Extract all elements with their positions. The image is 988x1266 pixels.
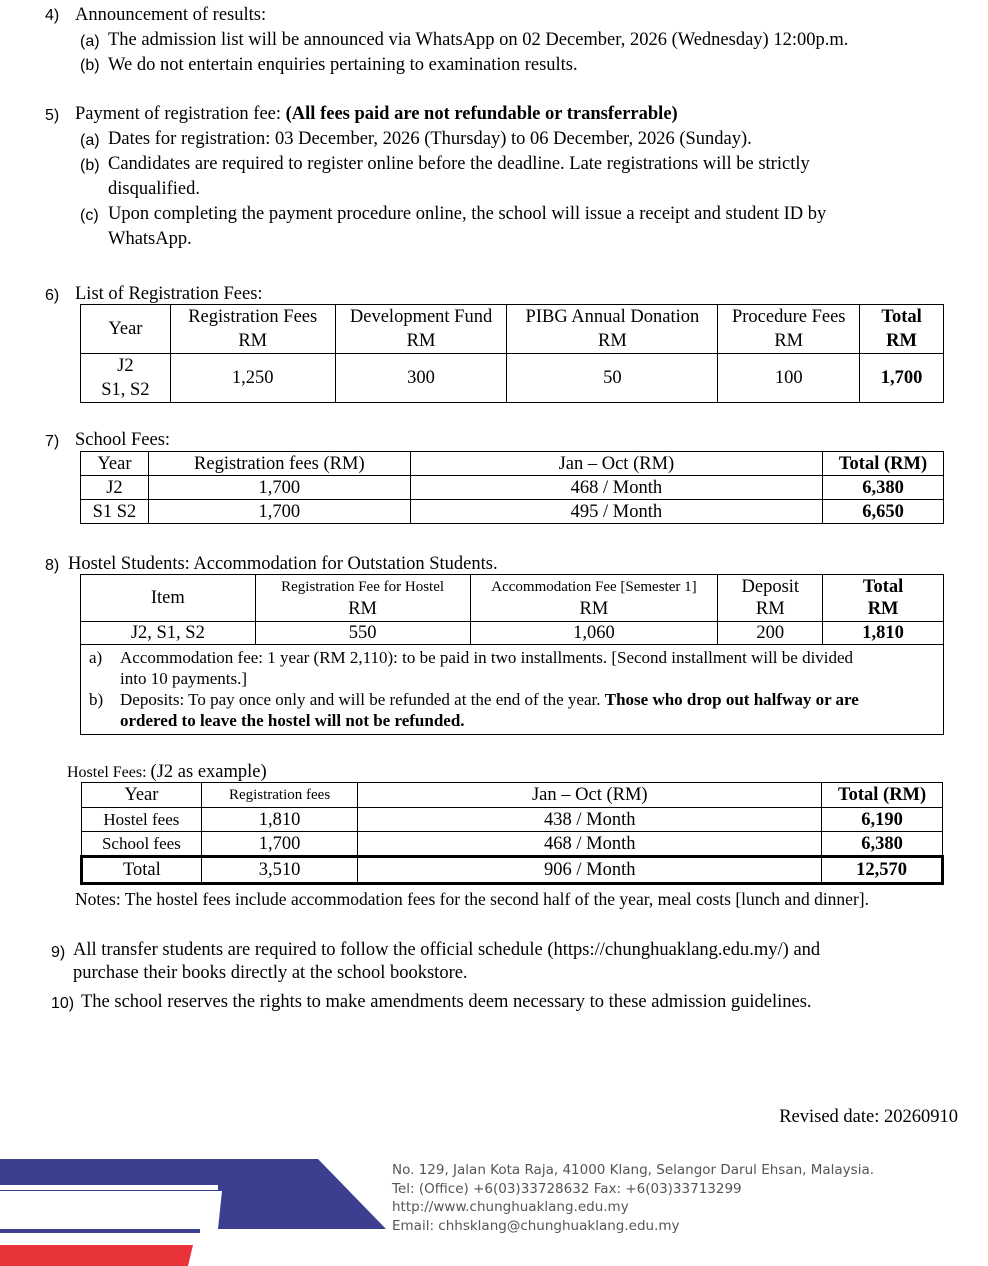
table-cell: 550 (255, 622, 470, 645)
hostel-fees-table (80, 782, 944, 885)
footer-phone: Tel: (Office) +6(03)33728632 Fax: +6(03)33713299 (392, 1180, 742, 1197)
title-text: Payment of registration fee: (75, 104, 286, 124)
total-cell: 6,650 (823, 500, 944, 524)
school-fees-table (80, 451, 944, 524)
section-title: Hostel Students: Accommodation for Outstation Students. (68, 554, 498, 574)
table-header-row (81, 305, 944, 354)
header-cell: Item (81, 575, 256, 622)
table-cell: 1,700 (148, 500, 410, 524)
table-cell: J2 (81, 476, 149, 500)
total-cell: 6,190 (822, 808, 943, 832)
table-cell: 1,810 (201, 808, 358, 832)
table-cell: 3,510 (201, 857, 358, 884)
item-label: (b) (80, 157, 100, 174)
item-text: Candidates are required to register online before the deadline. Late registrations will be strictly (108, 154, 810, 174)
table-row (81, 622, 944, 645)
item-text: We do not entertain enquiries pertaining to examination results. (108, 55, 578, 75)
note-bold: Those who drop out halfway or are (604, 690, 859, 709)
white-stripe (0, 1185, 218, 1190)
total-cell: 1,810 (823, 622, 944, 645)
table-cell: 468 / Month (358, 832, 822, 857)
item-text-cont: WhatsApp. (108, 229, 192, 249)
header-cell: Registration Fee for Hostel RM (255, 575, 470, 622)
header-cell: Year (81, 305, 171, 354)
section-text: The school reserves the rights to make amendments deem necessary to these admission guidelines. (81, 992, 812, 1012)
header-cell: Procedure Fees RM (718, 305, 860, 354)
table-cell: 100 (718, 354, 860, 403)
hostel-accommodation-table (80, 574, 944, 735)
item-label: (b) (80, 57, 100, 74)
table-cell: 50 (507, 354, 718, 403)
red-stripe (0, 1245, 193, 1266)
note-text: Accommodation fee: 1 year (RM 2,110): to be paid in two installments. [Second installment will be divided (120, 648, 854, 667)
header-cell: Development Fund RM (335, 305, 507, 354)
note-bold-cont: ordered to leave the hostel will not be refunded. (120, 711, 465, 730)
table-row (81, 354, 944, 403)
section-title: Announcement of results: (75, 5, 267, 25)
table-cell: Hostel fees (82, 808, 202, 832)
header-cell: Total (RM) (822, 783, 943, 808)
table-header-row (81, 452, 944, 476)
section-title: List of Registration Fees: (75, 284, 263, 304)
header-cell: Total RM (823, 575, 944, 622)
section-number: 10) (51, 995, 75, 1012)
total-cell: 6,380 (822, 832, 943, 857)
hostel-notes: Notes: The hostel fees include accommodation fees for the second half of the year, meal costs [lunch and dinner]. (75, 889, 869, 909)
white-stripe (0, 1198, 214, 1203)
table-cell: S1 S2 (81, 500, 149, 524)
note-b (89, 689, 943, 731)
section-number: 8) (45, 557, 60, 574)
header-cell: Registration fees (201, 783, 358, 808)
note-a (89, 647, 943, 689)
table-cell: 1,700 (148, 476, 410, 500)
header-cell: Registration Fees RM (170, 305, 335, 354)
header-cell: PIBG Annual Donation RM (507, 305, 718, 354)
table-header-row (82, 783, 943, 808)
table-header-row (81, 575, 944, 622)
total-cell: 12,570 (822, 857, 943, 884)
item-text-cont: disqualified. (108, 179, 200, 199)
item-label: (c) (80, 207, 99, 224)
section-number: 6) (45, 287, 60, 304)
table-cell: 1,060 (470, 622, 718, 645)
table-row (82, 832, 943, 857)
table-cell: 300 (335, 354, 507, 403)
header-cell: Total (RM) (823, 452, 944, 476)
footer-contact (392, 1161, 874, 1235)
school-logo-stripes (0, 1155, 400, 1266)
total-cell: 1,700 (860, 354, 944, 403)
table-cell: J2, S1, S2 (81, 622, 256, 645)
item-text: Upon completing the payment procedure online, the school will issue a receipt and student ID by (108, 204, 827, 224)
header-cell: Year (82, 783, 202, 808)
note-text-cont: into 10 payments.] (120, 669, 248, 688)
blue-stripe (0, 1229, 200, 1233)
note-text: Deposits: To pay once only and will be refunded at the end of the year. (120, 690, 605, 709)
header-cell: Deposit RM (718, 575, 823, 622)
footer-address: No. 129, Jalan Kota Raja, 41000 Klang, Selangor Darul Ehsan, Malaysia. (392, 1162, 875, 1178)
title-small: Hostel Fees: (67, 764, 151, 781)
section-number: 7) (45, 433, 60, 450)
header-cell: Registration fees (RM) (148, 452, 410, 476)
total-cell: 6,380 (823, 476, 944, 500)
title-rest: (J2 as example) (150, 762, 267, 782)
footer-email[interactable]: Email: chhsklang@chunghuaklang.edu.my (392, 1217, 680, 1234)
table-cell: 438 / Month (358, 808, 822, 832)
table-cell: 1,700 (201, 832, 358, 857)
registration-fees-table (80, 304, 944, 403)
header-cell: Year (81, 452, 149, 476)
section-text: All transfer students are required to follow the official schedule (https://chunghuaklang.edu.my/) and (73, 940, 821, 960)
header-cell: Accommodation Fee [Semester 1] RM (470, 575, 718, 622)
section-number: 5) (45, 107, 60, 124)
table-cell: School fees (82, 832, 202, 857)
footer-website[interactable]: http://www.chunghuaklang.edu.my (392, 1199, 629, 1215)
notes-cell (81, 645, 944, 735)
title-bold: (All fees paid are not refundable or transferrable) (285, 104, 678, 124)
header-cell: Jan – Oct (RM) (410, 452, 822, 476)
section-number: 9) (51, 944, 66, 961)
table-row (81, 500, 944, 524)
table-cell: 495 / Month (410, 500, 822, 524)
item-text: Dates for registration: 03 December, 2026 (Thursday) to 06 December, 2026 (Sunday). (108, 129, 752, 149)
section-title: School Fees: (75, 430, 171, 450)
section-title (75, 102, 678, 126)
header-cell: Jan – Oct (RM) (358, 783, 822, 808)
section-number: 4) (45, 7, 60, 24)
table-cell: 1,250 (170, 354, 335, 403)
year-cell: J2 S1, S2 (81, 354, 171, 403)
item-label: (a) (80, 33, 100, 50)
item-text: The admission list will be announced via WhatsApp on 02 December, 2026 (Wednesday) 12:00p.m. (108, 30, 849, 50)
blue-stripe (0, 1159, 386, 1229)
note-label: b) (89, 690, 104, 709)
header-cell: Total RM (860, 305, 944, 354)
revised-date: Revised date: 20260910 (779, 1107, 958, 1127)
table-cell: 906 / Month (358, 857, 822, 884)
table-cell: Total (82, 857, 202, 884)
table-cell: 468 / Month (410, 476, 822, 500)
table-row (82, 808, 943, 832)
table-cell: 200 (718, 622, 823, 645)
notes-row (81, 645, 944, 735)
section-text-cont: purchase their books directly at the school bookstore. (73, 963, 468, 983)
total-row (82, 857, 943, 884)
note-label: a) (89, 648, 103, 667)
item-label: (a) (80, 132, 100, 149)
table-row (81, 476, 944, 500)
